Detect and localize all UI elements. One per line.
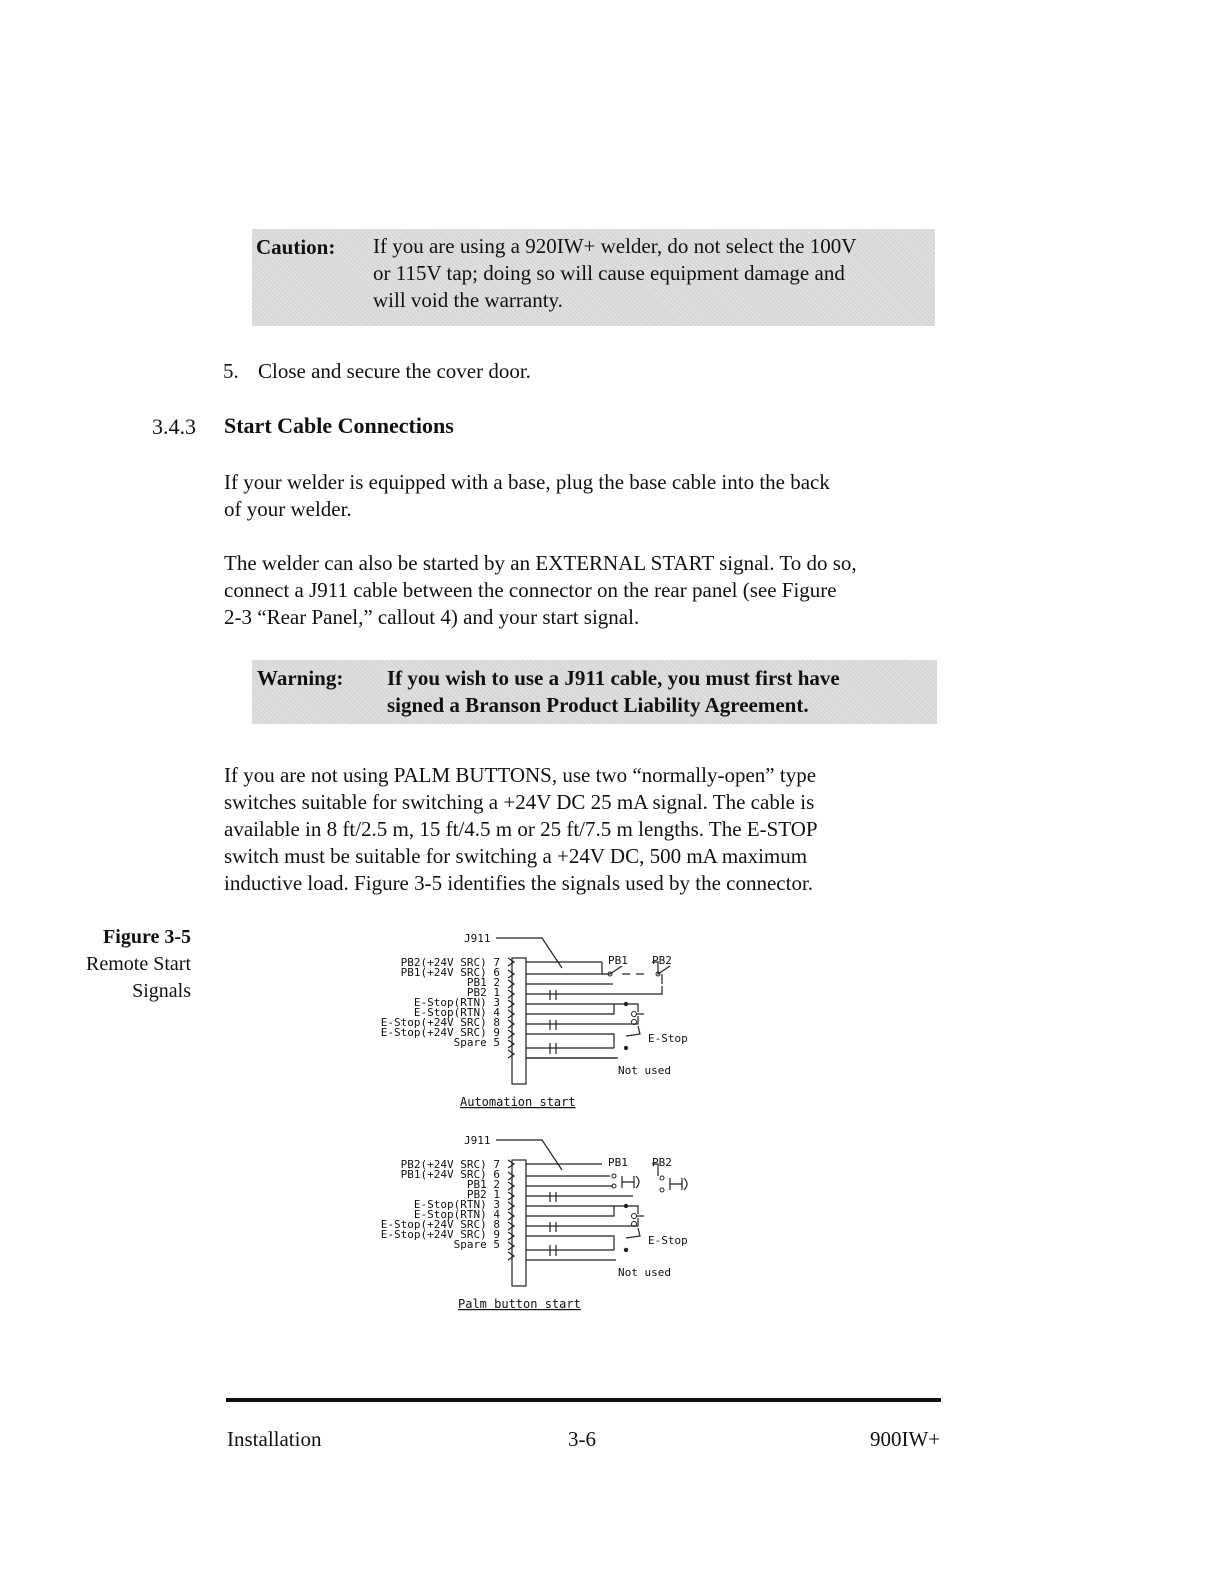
section-title: Start Cable Connections: [224, 413, 454, 438]
pin-label: PB1(+24V SRC) 6: [400, 966, 500, 979]
connector-label-2: J911: [464, 1134, 491, 1147]
figure-caption-line-2: Signals: [132, 980, 191, 1002]
pin-label: E-Stop(RTN) 4: [413, 1208, 500, 1221]
pin-label: E-Stop(+24V SRC) 8: [380, 1218, 500, 1231]
caution-line-3: will void the warranty.: [373, 288, 563, 312]
pin-label: PB1 2: [466, 976, 500, 989]
footer-right: 900IW+: [870, 1427, 941, 1451]
paragraph-switch-line-5: inductive load. Figure 3-5 identifies the signals used by the connector.: [224, 871, 814, 895]
pb1-label-1: PB1: [608, 954, 628, 967]
caution-box: [252, 229, 935, 326]
pin-label: E-Stop(RTN) 4: [413, 1006, 500, 1019]
pin-label: PB1(+24V SRC) 6: [400, 1168, 500, 1181]
warning-box: [252, 660, 937, 724]
pin-label: E-Stop(+24V SRC) 8: [380, 1016, 500, 1029]
caution-line-1: If you are using a 920IW+ welder, do not select the 100V: [373, 234, 857, 258]
pin-label: E-Stop(+24V SRC) 9: [380, 1026, 500, 1039]
caution-line-2: or 115V tap; doing so will cause equipment damage and: [373, 261, 845, 285]
footer-left: Installation: [227, 1427, 322, 1451]
pin-labels-1: [381, 956, 501, 1049]
paragraph-external-start-line-3: 2-3 “Rear Panel,” callout 4) and your start signal.: [224, 605, 640, 629]
pin-label: Spare 5: [453, 1036, 500, 1049]
automation-start-caption: Automation start: [460, 1095, 576, 1109]
paragraph-switch-line-2: switches suitable for switching a +24V DC 25 mA signal. The cable is: [224, 790, 815, 814]
pin-label: E-Stop(RTN) 3: [413, 996, 500, 1009]
pin-label: PB2 1: [466, 986, 500, 999]
pb1-label-2: PB1: [608, 1156, 628, 1169]
caution-label: Caution:: [256, 235, 336, 259]
pin-label: Spare 5: [453, 1238, 500, 1251]
pb2-label-2: PB2: [652, 1156, 672, 1169]
pin-label: PB2(+24V SRC) 7: [400, 956, 500, 969]
warning-line-1: If you wish to use a J911 cable, you must first have: [387, 666, 840, 690]
figure-number: Figure 3-5: [103, 926, 191, 948]
pin-label: E-Stop(+24V SRC) 9: [380, 1228, 500, 1241]
not-used-label-1: Not used: [618, 1064, 671, 1077]
section-number: 3.4.3: [152, 414, 196, 439]
pin-labels-2: [381, 1158, 501, 1251]
paragraph-external-start-line-1: The welder can also be started by an EXTERNAL START signal. To do so,: [224, 551, 857, 575]
connector-label-1: J911: [464, 932, 491, 945]
footer-page-number: 3-6: [568, 1427, 596, 1451]
paragraph-external-start-line-2: connect a J911 cable between the connector on the rear panel (see Figure: [224, 578, 837, 602]
paragraph-base-line-2: of your welder.: [224, 497, 352, 521]
figure-caption-line-1: Remote Start: [86, 953, 191, 975]
palm-button-start-caption: Palm button start: [458, 1297, 581, 1311]
pin-label: E-Stop(RTN) 3: [413, 1198, 500, 1211]
pin-label: PB1 2: [466, 1178, 500, 1191]
pin-label: PB2(+24V SRC) 7: [400, 1158, 500, 1171]
automation-start-diagram: [330, 928, 730, 1116]
warning-line-2: signed a Branson Product Liability Agreement.: [387, 693, 809, 717]
step-number: 5.: [223, 359, 239, 383]
paragraph-base-line-1: If your welder is equipped with a base, plug the base cable into the back: [224, 470, 830, 494]
footer-rule: [226, 1398, 941, 1402]
warning-label: Warning:: [257, 666, 344, 690]
estop-label-1: E-Stop: [648, 1032, 688, 1045]
pb2-label-1: PB2: [652, 954, 672, 967]
pin-label: PB2 1: [466, 1188, 500, 1201]
not-used-label-2: Not used: [618, 1266, 671, 1279]
paragraph-switch-line-1: If you are not using PALM BUTTONS, use two “normally-open” type: [224, 763, 817, 787]
estop-label-2: E-Stop: [648, 1234, 688, 1247]
step-text: Close and secure the cover door.: [258, 359, 531, 383]
paragraph-switch-line-4: switch must be suitable for switching a +24V DC, 500 mA maximum: [224, 844, 808, 868]
palm-button-start-diagram: [330, 1130, 730, 1318]
paragraph-switch-line-3: available in 8 ft/2.5 m, 15 ft/4.5 m or 25 ft/7.5 m lengths. The E-STOP: [224, 817, 818, 841]
